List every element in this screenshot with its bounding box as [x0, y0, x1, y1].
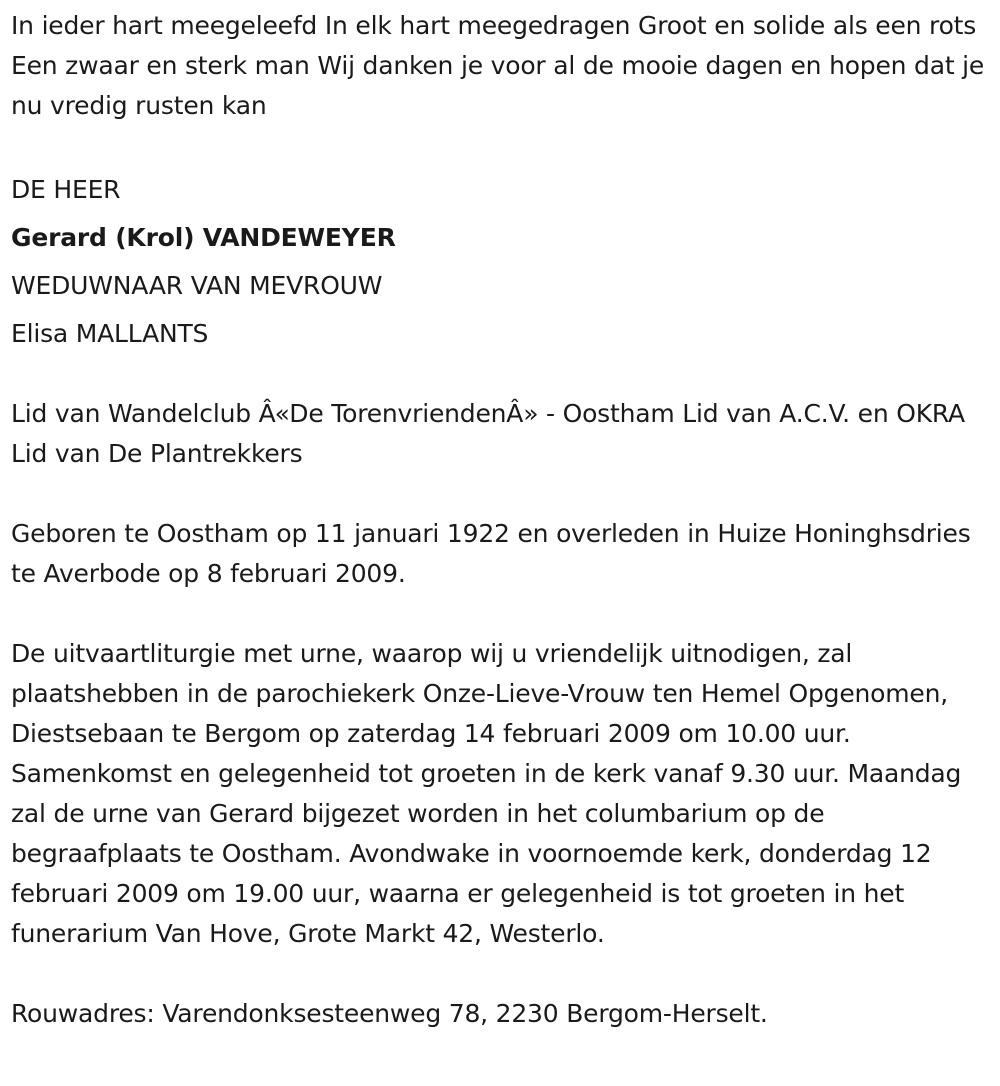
spacer	[11, 954, 996, 994]
spacer	[11, 474, 996, 514]
spacer	[11, 126, 996, 166]
deceased-name: Gerard (Krol) VANDEWEYER	[11, 223, 396, 252]
memberships-paragraph: Lid van Wandelclub Â«De TorenvriendenÂ» - Oostham Lid van A.C.V. en OKRA Lid van De Plantrekkers	[11, 399, 965, 468]
mourning-address: Rouwadres: Varendonksesteenweg 78, 2230 Bergom-Herselt.	[11, 999, 768, 1028]
birth-death-paragraph: Geboren te Oostham op 11 januari 1922 en overleden in Huize Honinghsdries te Averbode op 8 februari 2009.	[11, 519, 971, 588]
funeral-info-paragraph: De uitvaartliturgie met urne, waarop wij u vriendelijk uitnodigen, zal plaatshebben in de parochiekerk Onze-Lieve-Vrouw ten Hemel Opgenomen, Diestsebaan te Bergom op zaterdag 14 februari 2009 om 10.00 uur. Samenkomst en gelegenheid tot groeten in de kerk vanaf 9.30 uur. Maandag zal de urne van Gerard bijgezet worden in het columbarium op de begraafplaats te Oostham. Avondwake in voornoemde kerk, donderdag 12 februari 2009 om 19.00 uur, waarna er gelegenheid is tot groeten in het funerarium Van Hove, Grote Markt 42, Westerlo.	[11, 639, 962, 948]
poem-paragraph: In ieder hart meegeleefd In elk hart meegedragen Groot en solide als een rots Een zwaar en sterk man Wij danken je voor al de mooie dagen en hopen dat je nu vredig rusten kan	[11, 11, 985, 120]
widower-of-label: WEDUWNAAR VAN MEVROUW	[11, 271, 383, 300]
spacer	[11, 358, 996, 394]
salutation: DE HEER	[11, 175, 121, 204]
obituary-document	[11, 6, 996, 1034]
spacer	[11, 594, 996, 634]
spouse-name: Elisa MALLANTS	[11, 319, 209, 348]
